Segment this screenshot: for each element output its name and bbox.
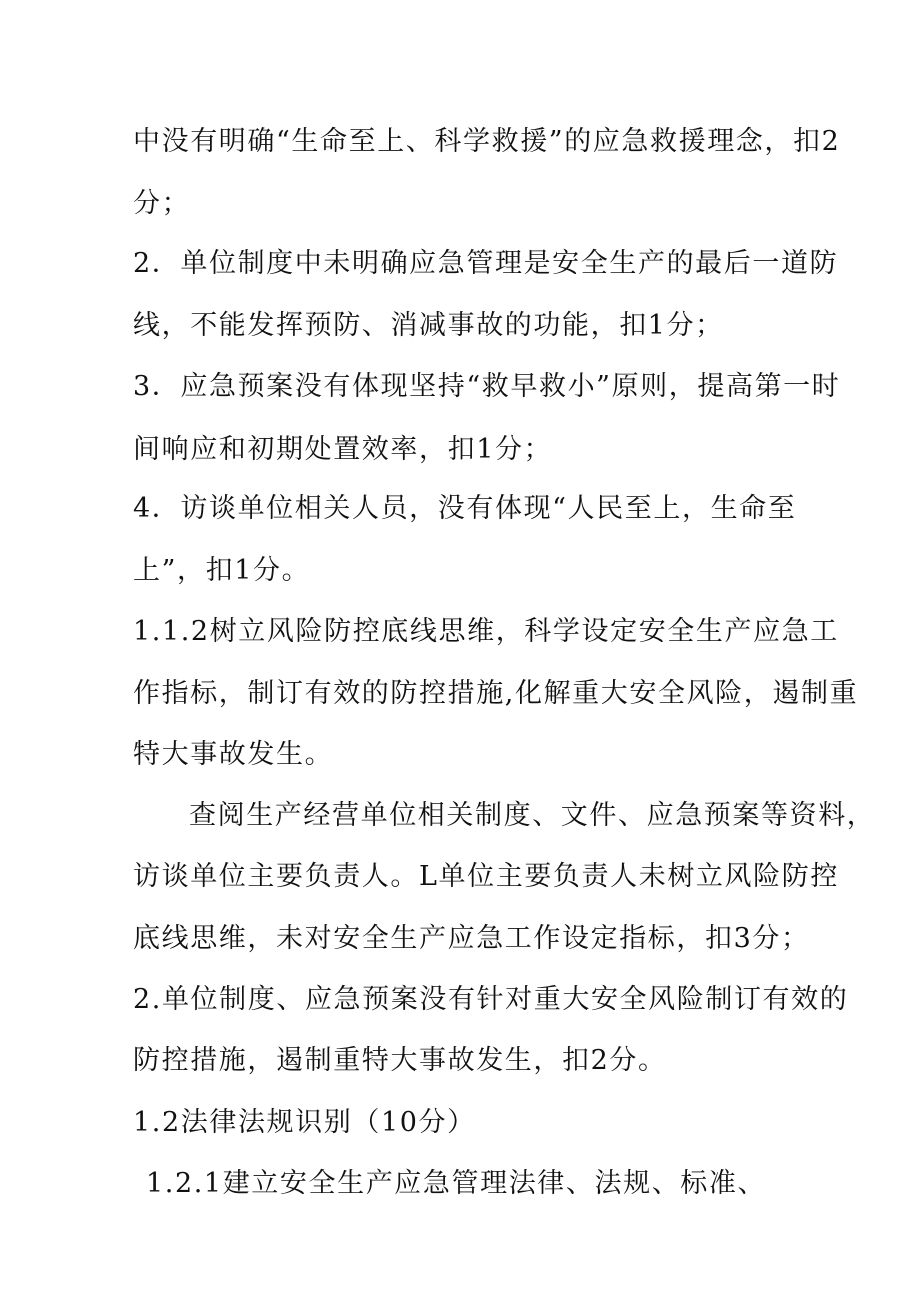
paragraph-line: 中没有明确“生命至上、科学救援”的应急救援理念，扣2	[133, 126, 841, 157]
paragraph-line: 线，不能发挥预防、消减事故的功能，扣1分；	[133, 310, 724, 341]
paragraph-line: 访谈单位主要负责人。L单位主要负责人未树立风险防控	[133, 861, 839, 892]
paragraph-line: 3．应急预案没有体现坚持“救早救小”原则，提高第一时	[133, 371, 841, 402]
paragraph-line: 分；	[133, 188, 191, 219]
section-heading-1-1-2: 作指标，制订有效的防控措施,化解重大安全风险，遏制重	[133, 678, 859, 709]
section-heading-1-1-2: 特大事故发生。	[133, 739, 334, 770]
paragraph-line: 2.单位制度、应急预案没有针对重大安全风险制订有效的	[133, 984, 849, 1015]
paragraph-line: 4．访谈单位相关人员，没有体现“人民至上，生命至	[133, 493, 797, 524]
section-heading-1-2: 1.2法律法规识别（10分）	[133, 1107, 476, 1138]
section-heading-1-2-1: 1.2.1建立安全生产应急管理法律、法规、标准、	[146, 1168, 767, 1199]
paragraph-line: 上”，扣1分。	[133, 555, 311, 586]
paragraph-line: 防控措施，遏制重特大事故发生，扣2分。	[133, 1045, 667, 1076]
paragraph-line-indented: 查阅生产经营单位相关制度、文件、应急预案等资料，	[189, 800, 876, 831]
paragraph-line: 2．单位制度中未明确应急管理是安全生产的最后一道防	[133, 248, 839, 279]
section-heading-1-1-2: 1.1.2树立风险防控底线思维，科学设定安全生产应急工	[133, 616, 839, 647]
paragraph-line: 间响应和初期处置效率，扣1分；	[133, 434, 553, 465]
paragraph-line: 底线思维，未对安全生产应急工作设定指标，扣3分；	[133, 923, 810, 954]
